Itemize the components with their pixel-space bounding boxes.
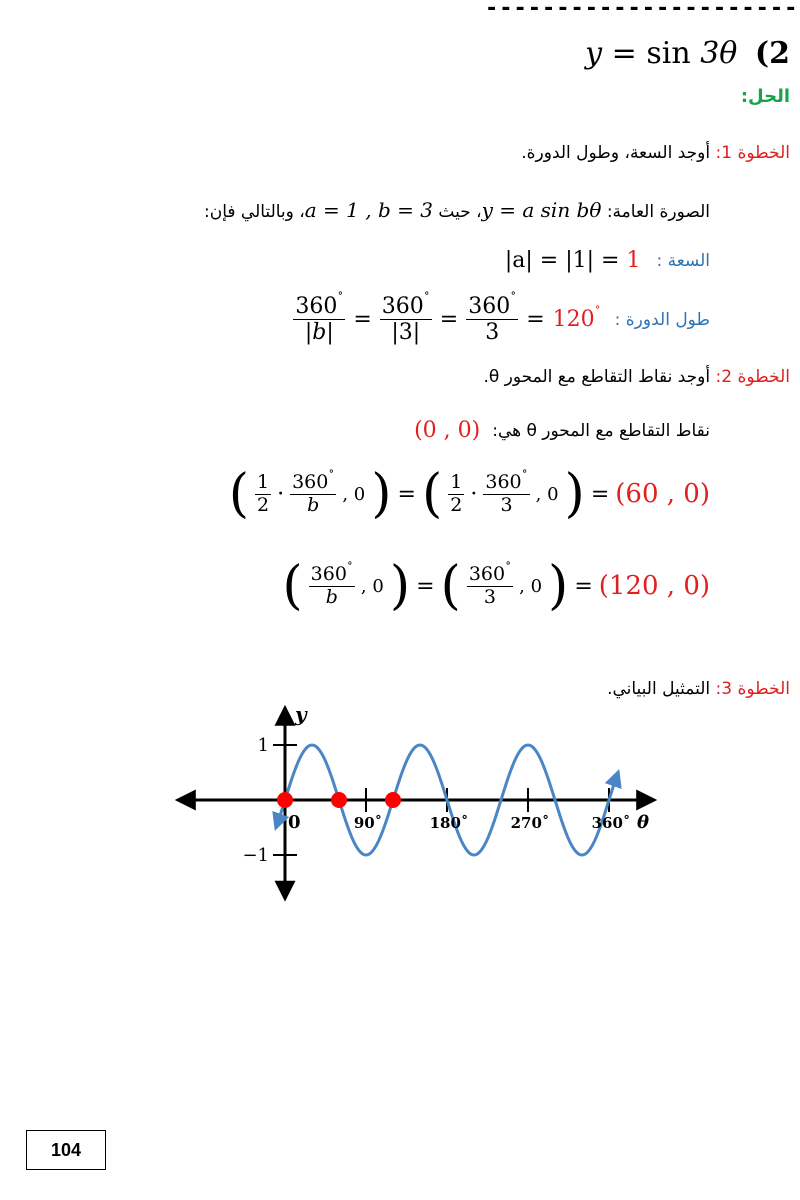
intercept-result-1: (60 , 0) xyxy=(615,479,710,509)
problem-number: (2 xyxy=(754,36,790,71)
period-label: طول الدورة : xyxy=(614,309,710,330)
problem-eq: = xyxy=(611,36,637,71)
half-fraction-b: $\frac{1}{2}$ xyxy=(450,470,463,516)
intercepts-line xyxy=(414,418,710,443)
period-result: 120˚ xyxy=(552,305,601,333)
general-form-prefix: الصورة العامة: xyxy=(606,202,710,222)
problem-arg: 3θ xyxy=(700,36,738,71)
amplitude-expr: |a| = |1| = xyxy=(504,248,620,273)
problem-fn: sin xyxy=(646,36,691,71)
x-axis-label: θ xyxy=(637,812,650,833)
step1-label: الخطوة 1: xyxy=(715,143,790,163)
step3-label: الخطوة 3: xyxy=(715,679,790,699)
y-tick-label--1: −1 xyxy=(242,845,269,866)
intercept-result-2: (120 , 0) xyxy=(598,571,710,601)
intercept-equation-2: ( $\frac{360^˚}{b}$ , 0 ) = ( $\frac{360^˚}{3}$ , 0 ) = (120 , 0) xyxy=(282,556,710,616)
step3-line xyxy=(607,679,790,699)
period-fraction-3-eq1: $\frac{360^˚}{3}$ xyxy=(485,468,528,516)
amplitude-label: السعة : xyxy=(656,250,710,271)
problem-title xyxy=(585,36,790,71)
intercept-point-60 xyxy=(331,792,347,808)
amplitude-value: 1 xyxy=(626,248,641,273)
y-tick-label-1: 1 xyxy=(257,735,269,756)
half-fraction-a: $\frac{1}{2}$ xyxy=(256,470,270,516)
page-number: 104 xyxy=(26,1130,106,1170)
graph-axes xyxy=(179,709,653,898)
sine-graph xyxy=(160,675,650,915)
intercept-point-0 xyxy=(277,792,293,808)
period-expression: $\frac{360^˚}{|b|}$ = $\frac{360^˚}{|3|}$ = $\frac{360^˚}{3}$ = 120˚ xyxy=(295,291,601,346)
solution-label: الحل: xyxy=(740,86,790,107)
period-fraction-b: $\frac{360^˚}{b}$ xyxy=(292,468,335,516)
x-tick-label-360: 360˚ xyxy=(591,814,631,832)
intercept-first: (0 , 0) xyxy=(414,418,481,443)
intercepts-prefix: نقاط التقاطع مع المحور θ هي: xyxy=(492,420,710,441)
period-fraction-3: $\frac{360^˚}{3}$ xyxy=(468,291,517,346)
general-form-suffix: ، وبالتالي فإن: xyxy=(203,202,305,222)
x-tick-label-0: 0 xyxy=(288,812,301,833)
step3-text: التمثيل البياني. xyxy=(607,679,711,699)
graph-labels xyxy=(242,702,649,866)
step2-label: الخطوة 2: xyxy=(715,367,790,387)
period-fraction-b-eq2: $\frac{360^˚}{b}$ xyxy=(310,560,353,608)
period-fraction-2: $\frac{360^˚}{|3|}$ xyxy=(381,291,430,346)
x-tick-label-270: 270˚ xyxy=(510,814,550,832)
x-tick-label-180: 180˚ xyxy=(429,814,469,832)
problem-lhs: y xyxy=(585,36,603,71)
general-form-line xyxy=(204,198,710,222)
x-tick-label-90: 90˚ xyxy=(353,814,383,832)
step2-text: أوجد نقاط التقاطع مع المحور θ. xyxy=(483,367,711,387)
step2-line xyxy=(483,367,790,387)
separator-dashes: ---------------------- xyxy=(485,0,799,21)
general-form-formula: y = a sin bθ xyxy=(481,198,602,222)
amplitude-expression xyxy=(505,248,641,273)
intercept-equation-1: ( $\frac{1}{2}$ · $\frac{360^˚}{b}$ , 0 ) = ( $\frac{1}{2}$ · $\frac{360^˚}{3}$ , 0 ) = (60 , 0) xyxy=(228,464,710,524)
step1-line xyxy=(521,143,790,163)
period-fraction-3-eq2: $\frac{360^˚}{3}$ xyxy=(468,560,512,608)
general-form-values: a = 1 , b = 3 xyxy=(304,198,433,222)
y-axis-label: y xyxy=(295,702,307,726)
general-form-where: ، حيث xyxy=(438,202,482,222)
period-fraction-1: $\frac{360^˚}{|b|}$ xyxy=(295,291,344,346)
intercept-point-120 xyxy=(385,792,401,808)
step1-text: أوجد السعة، وطول الدورة. xyxy=(521,143,711,163)
amplitude-row xyxy=(505,248,710,273)
period-row xyxy=(293,291,710,346)
